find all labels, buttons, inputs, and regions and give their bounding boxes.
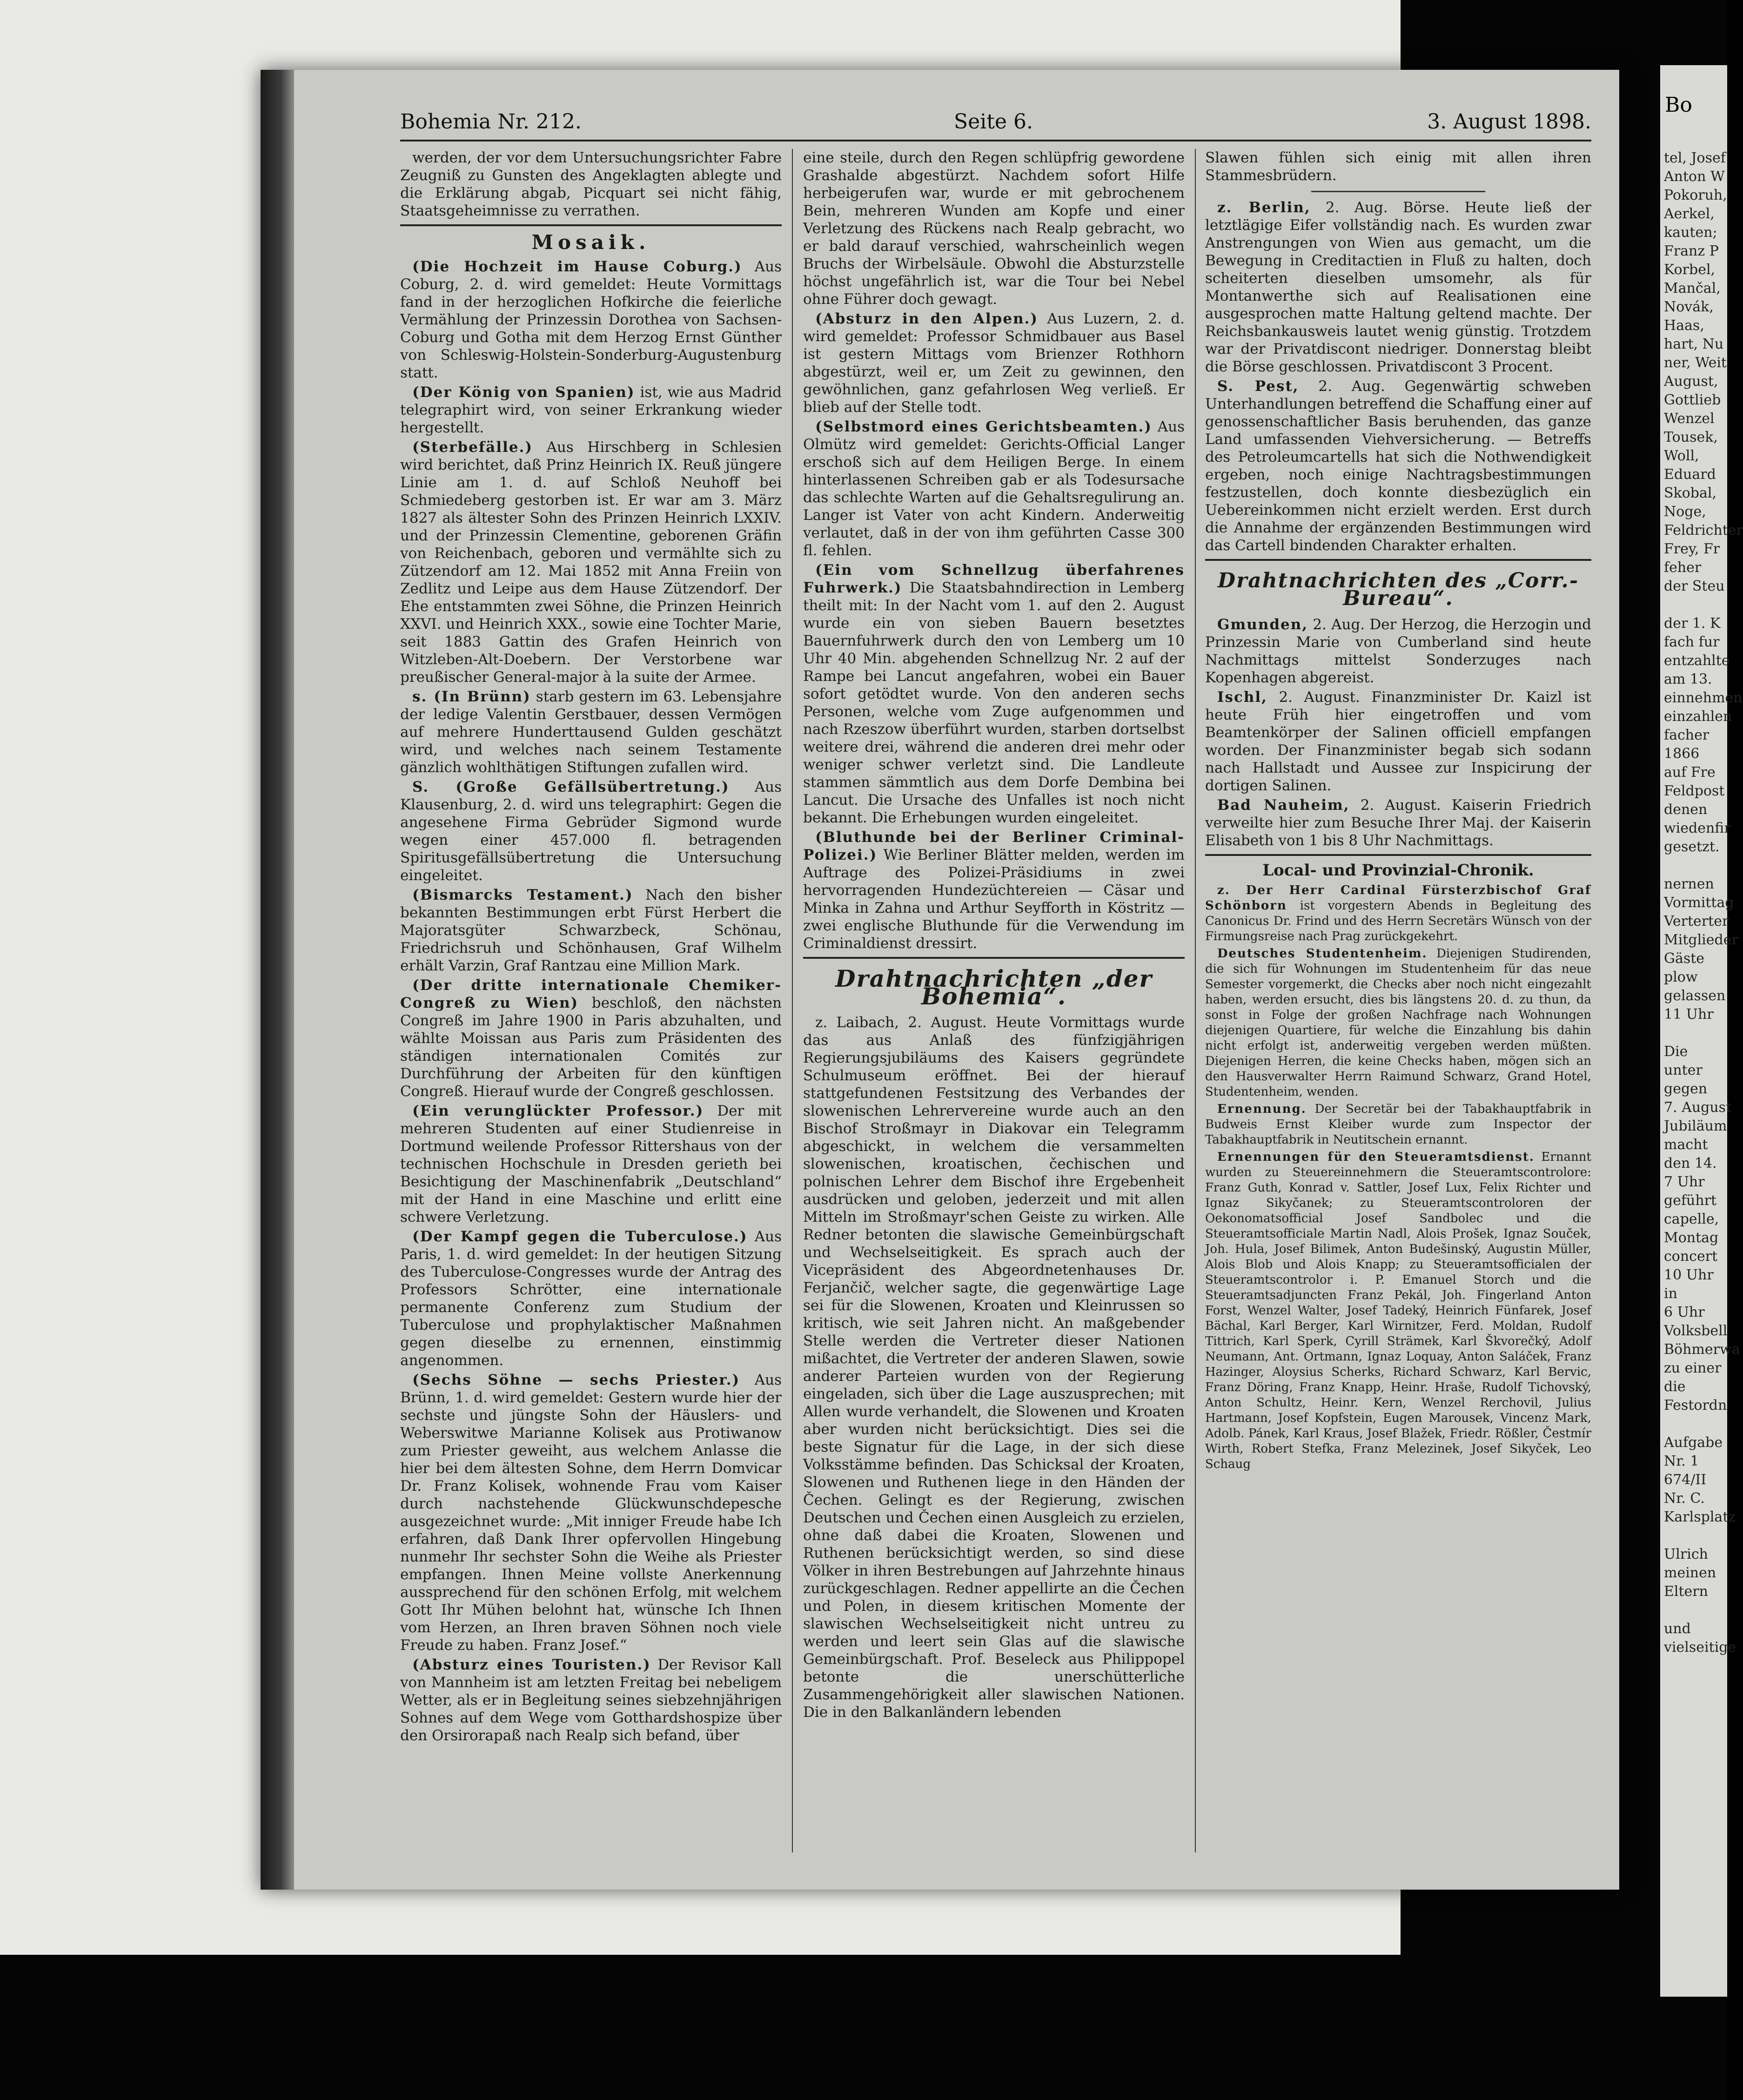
local-article [1205,1150,1591,1472]
telegrams-bohemia-heading: Drahtnachrichten „der Bohemia“. [835,965,1153,1010]
col1-article-head: (Sechs Söhne — sechs Priester.) [412,1372,740,1388]
corr-article [1205,616,1591,687]
col1-intro: werden, der vor dem Untersuchungsrichter Fabre Zeugniß zu Gunsten des Angeklagten ablegte und die Erklärung abgab, Picquart sei nicht fähig, Staatsgeheimnisse zu verrathen. [400,149,782,219]
telegrams-corr-bureau-heading: Drahtnachrichten des „Corr.-Bureau“. [1217,569,1579,610]
header-page-number: Seite 6. [954,110,1033,134]
col1-article [400,778,782,884]
col2-continuation: eine steile, durch den Regen schlüpfrig gewordene Grashalde abgestürzt. Nachdem sofort Hilfe herbeigerufen war, wurde er mit gebrochenem Bein, mehreren Wunden am Kopfe und einer Verletzung des Rückens nach Realp gebracht, wo er bald darauf verschied, wahrscheinlich wegen Bruchs der Wirbelsäule. Obwohl die Absturzstelle höchst ungefährlich ist, war die Tour bei Nebel ohne Führer doch gewagt. [803,149,1185,308]
col1-article [400,1102,782,1226]
col1-article-head: (Absturz eines Touristen.) [412,1656,651,1673]
divider [803,957,1185,959]
local-article-head: Ernennungen für den Steueramtsdienst. [1217,1150,1535,1164]
col1-article-head: S. (Große Gefällsübertretung.) [412,779,730,795]
corr-article-text: 2. August. Finanzminister Dr. Kaizl ist heute Früh hier eingetroffen und vom Beamtenkörper der Salinen officiell empfangen worden. Der Finanzminister begab sich sodann nach Hallstadt und Aussee zur Inspicirung der dortigen Salinen. [1205,689,1591,794]
col2-article [803,561,1185,827]
corr-article [1205,796,1591,849]
col3-articles [1205,199,1591,554]
divider [400,224,782,226]
page-content [400,107,1591,1866]
col3-article-text: 2. Aug. Gegenwärtig schweben Unterhandlungen betreffend die Schaffung einer auf genossenschaftlicher Basis beruhenden, das ganze Land umfassenden Viehversicherung. — Betreffs des Petroleumcartells hat sich die Nothwendigkeit ergeben, noch einige Nachtragsbestimmungen festzustellen, doch konnte diesbezüglich ein Uebereinkommen nicht erzielt werden. Erst durch die Annahme der ergänzenden Bestimmungen wird das Cartell bindenden Charakter erhalten. [1205,378,1591,554]
local-article-text: Diejenigen Studirenden, die sich für Wohnungen im Studentenheim für das neue Semester vorgemerkt, die Checks aber noch nicht eingezahlt haben, werden ersucht, dies bis längstens 20. d. zu thun, da sonst in Folge der großen Nachfrage nach Wohnungen diejenigen Quartiere, für welche die Einzahlung bis dahin nicht erfolgt ist, anderweitig vergeben werden müßten. Diejenigen Herren, die keine Checks haben, mögen sich an den Hausverwalter Herrn Raimund Schwarz, Grand Hotel, Studentenheim, wenden. [1205,947,1591,1099]
local-article-head: z. Der Herr Cardinal Fürsterzbischof Graf Schönborn [1205,883,1591,913]
col1-article-head: (Der dritte internationale Chemiker-Congreß zu Wien) [400,977,782,1011]
local-article-head: Ernennung. [1217,1102,1307,1116]
local-article [1205,946,1591,1100]
column-3 [1205,149,1591,1852]
col2-article-text: Die Staatsbahndirection in Lemberg theilt mit: In der Nacht vom 1. auf den 2. August wurde ein von sieben Bauern besetztes Bauernfuhrwerk durch den von Lemberg um 10 Uhr 40 Min. abgehenden Schnellzug Nr. 2 auf der Rampe bei Lancut angefahren, wobei ein Bauer sofort getödtet wurde. Von den anderen sechs Personen, welche vom Zuge aufgenommen und nach Rzeszow überführt wurden, starben dortselbst weitere drei, während die anderen drei mehr oder weniger schwer verletzt sind. Die Landleute stammen sämmtlich aus dem Dorfe Dembina bei Lancut. Die Ursache des Unfalles ist noch nicht bekannt. Die Erhebungen wurden eingeleitet. [803,579,1185,826]
col1-article-head: s. (In Brünn) [412,688,531,705]
col1-article [400,384,782,437]
col1-article-text: Nach den bisher bekannten Bestimmungen erbt Fürst Herbert die Majoratsgüter Schwarzbeck, Schönau, Friedrichsruh und Schönhausen, Graf Wilhelm erhält Varzin, Graf Rantzau eine Million Mark. [400,887,782,974]
corr-article-head: Ischl, [1217,689,1267,706]
col2-article-text: Wie Berliner Blätter melden, werden im Auftrage des Polizei-Präsidiums in zwei hervorragenden Hundezüchtereien — Cäsar und Minka in Zahna und Arthur Seyfforth in Köstritz — zwei englische Bluthunde für die Verwendung im Criminaldienst dressirt. [803,847,1185,952]
column-1 [400,149,782,1852]
local-chronicle-items [1205,883,1591,1472]
col2-article [803,310,1185,416]
page-binding-shadow [261,70,294,1890]
col3-article [1205,199,1591,376]
col2-article [803,828,1185,952]
adjacent-page-edge [1660,65,1743,1997]
column-rule [792,149,793,1852]
divider [1205,559,1591,561]
col2-article-head: (Ein vom Schnellzug überfahrenes Fuhrwerk.) [803,562,1185,596]
col1-article-head: (Die Hochzeit im Hause Coburg.) [412,258,742,275]
local-article [1205,883,1591,944]
corr-bureau-telegrams [1205,616,1591,849]
corr-article-text: 2. August. Kaiserin Friedrich verweilte hier zum Besuche Ihrer Maj. der Kaiserin Elisabeth von 1 bis 8 Uhr Nachmittags. [1205,797,1591,849]
col1-article-text: Aus Brünn, 1. d. wird gemeldet: Gestern wurde hier der sechste und jüngste Sohn der Häuslers- und Weberswitwe Marianne Kolisek aus Protiwanow zum Priester geweiht, aus welchem Anlasse die hier bei dem ältesten Sohne, dem Herrn Domvicar Dr. Franz Kolisek, wohnende Frau vom Kaiser durch nachstehende Glückwunschdepesche ausgezeichnet wurde: „Mit inniger Freude habe Ich erfahren, daß Dank Ihrer opfervollen Hingebung nunmehr Ihr sechster Sohn die Weihe als Priester empfangen. Ihnen Meine vollste Anerkennung aussprechend für den schönen Erfolg, mit welchem Gott Ihr Mühen belohnt hat, wünsche Ich Ihnen vom Herzen, an Ihren braven Söhnen noch viele Freude zu haben. Franz Josef.“ [400,1372,782,1654]
col2-article [803,418,1185,559]
header-date: 3. August 1898. [1427,110,1591,134]
local-article-head: Deutsches Studentenheim. [1217,947,1428,961]
local-article [1205,1102,1591,1148]
col1-articles [400,258,782,1744]
col1-article-text: starb gestern im 63. Lebensjahre der ledige Valentin Gerstbauer, dessen Vermögen auf mehrere Hunderttausend Gulden geschätzt wird, und welches nach seinem Testamente gänzlich wohlthätigen Stiftungen zufallen wird. [400,688,782,776]
divider [1311,191,1485,192]
local-article-text: Der Secretär bei der Tabakhauptfabrik in Budweis Ernst Kleiber wurde zum Inspector der Tabakhauptfabrik in Neutitschein ernannt. [1205,1102,1591,1147]
col1-article [400,1656,782,1744]
col1-article-head: (Sterbefälle.) [412,439,533,456]
col1-article-head: (Bismarcks Testament.) [412,887,633,903]
col3-article-head: z. Berlin, [1217,199,1311,216]
col2-articles [803,310,1185,952]
col2-article-head: (Selbstmord eines Gerichtsbeamten.) [815,418,1152,435]
col1-article [400,258,782,382]
header-publication: Bohemia Nr. 212. [400,110,582,134]
col2-article-text: Aus Olmütz wird gemeldet: Gerichts-Official Langer erschoß sich auf dem Heiligen Berge. In einem hinterlassenen Schreiben gab er als Todesursache das schlechte Warten auf die Gehaltsregulirung an. Langer ist Vater von acht Kindern. Anderweitig verlautet, daß in der von ihm geführten Casse 300 fl. fehlen. [803,418,1185,559]
col2-article-head: (Absturz in den Alpen.) [815,310,1039,327]
section-title-mosaik: Mosaik. [531,231,650,254]
adjacent-header: Bo [1665,93,1692,117]
col1-article-head: (Der König von Spanien) [412,384,635,401]
col1-article [400,688,782,776]
telegram-laibach: z. Laibach, 2. August. Heute Vormittags wurde das aus Anlaß des fünfzigjährigen Regierungsjubiläums des Kaisers gegründete Schulmuseum eröffnet. Bei der hierauf stattgefundenen Festsitzung des Verbandes der slowenischen Lehrervereine wurde auch an den Bischof Stroßmayr in Diakovar ein Telegramm abgeschickt, in welchem die versammelten slowenischen, kroatischen, čechischen und polnischen Lehrer dem Bischof ihre Ergebenheit ausdrücken und geloben, jederzeit und mit allen Mitteln im Stroßmayr'schen Geiste zu wirken. Alle Redner betonten die slawische Gemeinbürgschaft und Wechselseitigkeit. Es sprach auch der Vicepräsident des Abgeordnetenhauses Dr. Ferjančič, welcher sagte, die gegenwärtige Lage sei für die Slowenen, Kroaten und Kleinrussen so kritisch, wie seit Jahren nicht. An maßgebender Stelle werden die Vertreter dieser Nationen mißachtet, die Vertreter der anderen Slawen, sowie anderer Parteien wurden von der Regierung eingeladen, sich über die Lage auszusprechen; mit Allen wurde verhandelt, die Slowenen und Kroaten aber wurden nicht berücksichtigt. Dies sei die beste Signatur für die Lage, in der sich diese Volksstämme befinden. Das Schicksal der Kroaten, Slowenen und Ruthenen liege in den Händen der Čechen. Gelingt es der Regierung, zwischen Deutschen und Čechen einen Ausgleich zu erzielen, ohne daß dabei die Kroaten, Slowenen und Ruthenen berücksichtigt werden, so sind diese Völker in ihren Bestrebungen auf Jahrzehnte hinaus zurückgeschlagen. Redner appellirte an die Čechen und Polen, in diesem kritischen Momente der slawischen Wechselseitigkeit nicht untreu zu werden und leert sein Glas auf die slawische Gemeinbürgschaft. Prof. Beseleck aus Philippopel betonte die unerschütterliche Zusammengehörigkeit aller slawischen Nationen. Die in den Balkanländern lebenden [803,1014,1185,1721]
col1-article [400,976,782,1100]
corr-article-text: 2. Aug. Der Herzog, die Herzogin und Prinzessin Marie von Cumberland sind heute Nachmittags mittelst Sonderzuges nach Kopenhagen abgereist. [1205,616,1592,686]
col2-article-text: Aus Luzern, 2. d. wird gemeldet: Professor Schmidbauer aus Basel ist gestern Mittags vom Brienzer Rothhorn abgestürzt, weil er, um Zeit zu gewinnen, den gewöhnlichen, ganz gefahrlosen Weg verließ. Er blieb auf der Stelle todt. [803,310,1185,416]
divider [1205,854,1591,856]
page-header [400,107,1591,141]
column-2 [803,149,1185,1852]
local-article-text: Ernannt wurden zu Steuereinnehmern die Steueramtscontrolore: Franz Guth, Konrad v. Sattler, Josef Lux, Felix Richter und Ignaz Sikyčanek; zu Steueramtscontroloren der Oekonomatsofficial Josef Sandbolec und die Steueramtsofficiale Martin Nadl, Alois Prošek, Ignaz Souček, Joh. Hula, Josef Bilimek, Anton Budešinský, Augustin Müller, Alois Blob und Alois Knapp; zu Steueramtsofficialen der Steueramtscontrolor i. P. Emanuel Storch und die Steueramtsadjuncten Franz Pekál, Joh. Fingerland Anton Forst, Wenzel Walter, Josef Tadeký, Heinrich Fünfarek, Josef Bächal, Karl Berger, Karl Wirnitzer, Ferd. Moldan, Rudolf Tittrich, Karl Sperk, Cyrill Strämek, Karl Škvorečký, Adolf Neumann, Ant. Ortmann, Ignaz Loquay, Anton Saláček, Franz Hazinger, Aloysius Scherks, Richard Schwarz, Karl Bervic, Franz Döring, Franz Knapp, Heinr. Hraše, Rudolf Tichovský, Anton Schultz, Heinr. Kern, Wenzel Rerchovil, Julius Hartmann, Josef Kopfstein, Eugen Marousek, Vincenz Mark, Adolb. Pánek, Karl Kraus, Josef Blažek, Friedr. Rößler, Čestmír Wirth, Robert Stefka, Franz Melezinek, Josef Sikyček, Leo Schaug [1205,1150,1591,1471]
col1-article-text: beschloß, den nächsten Congreß im Jahre 1900 in Paris abzuhalten, und wählte Moissan aus Paris zum Präsidenten des ständigen internationalen Comités zur Durchführung der Arbeiten für den künftigen Congreß. Hierauf wurde der Congreß geschlossen. [400,995,782,1100]
column-rule [1195,149,1196,1852]
col1-article-text: Der Revisor Kall von Mannheim ist am letzten Freitag bei nebeligem Wetter, als er in Begleitung seines siebzehnjährigen Sohnes auf dem Wege vom Gotthardshospize über den Orsirorapaß nach Realp sich befand, über [400,1656,782,1744]
col1-article-text: ist, wie aus Madrid telegraphirt wird, von seiner Erkrankung wieder hergestellt. [400,384,782,436]
corr-article [1205,688,1591,794]
col1-article-text: Aus Paris, 1. d. wird gemeldet: In der heutigen Sitzung des Tuberculose-Congresses wurde der Antrag des Professors Schrötter, eine internationale permanente Conferenz zum Studium der Tuberculose und prophylaktischer Maßnahmen gegen dieselbe zu ernennen, einstimmig angenommen. [400,1228,782,1369]
col3-article [1205,377,1591,554]
col3-article-head: S. Pest, [1217,378,1299,395]
col3-continuation: Slawen fühlen sich einig mit allen ihren Stammesbrüdern. [1205,149,1591,184]
col1-article [400,886,782,975]
col1-article-text: Aus Klausenburg, 2. d. wird uns telegraphirt: Gegen die angesehene Firma Gebrüder Sigmond wurde wegen einer 457.000 fl. betragenden Spiritusgefällsübertretung die Untersuchung eingeleitet. [400,779,782,884]
col1-article [400,1371,782,1654]
local-article-text: ist vorgestern Abends in Begleitung des Canonicus Dr. Frind und des Herrn Secretärs Wünsch von der Firmungsreise nach Prag zurückgekehrt. [1205,899,1591,943]
col1-article [400,1228,782,1369]
col1-article-text: Aus Coburg, 2. d. wird gemeldet: Heute Vormittags fand in der herzoglichen Hofkirche die feierliche Vermählung der Prinzessin Dorothea von Sachsen-Coburg und Gotha mit dem Herzog Ernst Günther von Schleswig-Holstein-Sonderburg-Augustenburg statt. [400,258,782,381]
col1-article [400,438,782,686]
local-chronicle-heading: Local- und Provinzial-Chronik. [1262,861,1534,880]
corr-article-head: Gmunden, [1217,616,1308,633]
col1-article-head: (Ein verunglückter Professor.) [412,1103,704,1119]
col1-article-text: Aus Hirschberg in Schlesien wird berichtet, daß Prinz Heinrich IX. Reuß jüngere Linie am 1. d. auf Schloß Neuhoff bei Schmiedeberg gestorben ist. Er war am 3. März 1827 als ältester Sohn des Prinzen Heinrich LXXIV. und der Prinzessin Clementine, geborenen Gräfin von Reichenbach, geboren und vermählte sich zu Zützendorf am 12. Mai 1852 mit Anna Freiin von Zedlitz und Leipe aus dem Hause Zützendorf. Der Ehe entstammten zwei Söhne, die Prinzen Heinrich XXVI. und Heinrich XXX., sowie eine Tochter Marie, seit 1883 Gattin des Grafen Heinrich von Witzleben-Alt-Doebern. Der Verstorbene war preußischer General-major à la suite der Armee. [400,439,782,686]
adjacent-text-fragments: tel, Josef Anton W Pokoruh, Aerkel, kauten; Franz P Korbel, Mančal, Novák, Haas, hart, Nu ner, Weit August, Gottlieb Wenzel Tousek, Woll, Eduard Skobal, Noge, Feldrichter Frey, Fr feher der Steu der 1. K fach fur entzahlte am 13. einnehmen einzahlen facher 1866 auf Fre Feldpost denen wiedenfir gesetzt. nernen Vormittag Verterter Mitglieder Gäste plow gelassen 11 Uhr Die unter gegen 7. August Jubiläum macht den 14. 7 Uhr geführt capelle, Montag concert 10 Uhr in 6 Uhr Volksbell Böhmerwa zu einer die Festordn Aufgabe Nr. 1 674/II Nr. C. Karlsplatz Ulrich meinen Eltern und vielseitige [1664,150,1743,1656]
col1-article-head: (Der Kampf gegen die Tuberculose.) [412,1228,748,1245]
corr-article-head: Bad Nauheim, [1217,797,1350,814]
newspaper-page [261,70,1619,1890]
col3-article-text: 2. Aug. Börse. Heute ließ der letztlägige Eifer vollständig nach. Es wurden zwar Anstrengungen von Wien aus gemacht, um die Bewegung in Creditactien in Fluß zu halten, doch scheiterten dieselben umsomehr, als für Montanwerthe sich auf Realisationen eine ausgesprochen matte Haltung geltend machte. Der Reichsbankausweis lautet wenig günstig. Trotzdem war der Privatdiscont niedriger. Donnerstag bleibt die Börse geschlossen. Privatdiscont 3 Procent. [1205,199,1591,375]
col1-article-text: Der mit mehreren Studenten auf einer Studienreise in Dortmund weilende Professor Rittershaus von der technischen Hochschule in Dresden gerieth bei Besichtigung der Maschinenfabrik „Deutschland“ mit der Hand in eine Maschine und erlitt eine schwere Verletzung. [400,1103,782,1225]
col2-article-head: (Bluthunde bei der Berliner Criminal-Polizei.) [803,829,1185,863]
